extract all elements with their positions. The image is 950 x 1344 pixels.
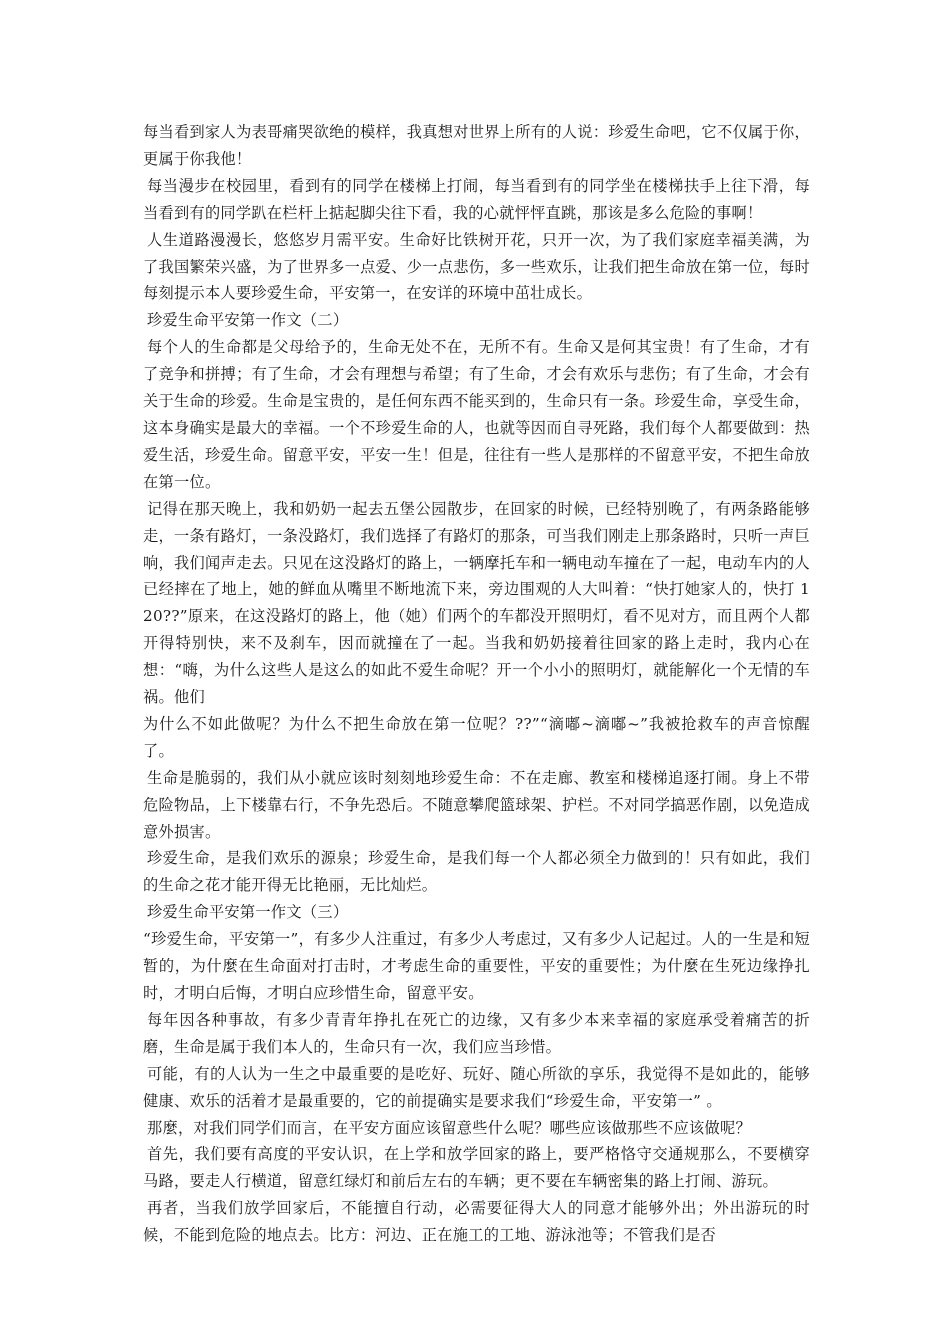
- paragraph: 那麼，对我们同学们而言，在平安方面应该留意些什么呢？哪些应该做那些不应该做呢？: [147, 1118, 752, 1137]
- paragraph: 记得在那天晚上，我和奶奶一起去五堡公园散步，在回家的时候，已经特别晚了，有两条路能够走，一条有路灯，一条没路灯，我们选择了有路灯的那条，可当我们刚走上那条路时，只听一声巨响，我们闻声走去。只见在这没路灯的路上，一辆摩托车和一辆电动车撞在了一起，电动车内的人已经摔在了地上，她的鲜血从嘴里不断地流下来，旁边围观的人大叫着：“快打她家人的，快打 120??”原来，在这没路灯的路上，他（她）们两个的车都没开照明灯，看不见对方，而且两个人都开得特别快，来不及刹车，因而就撞在了一起。当我和奶奶接着往回家的路上走时，我内心在想：“嗨，为什么这些人是这么的如此不爱生命呢？开一个小小的照明灯，就能解化一个无情的车祸。他们: [143, 499, 810, 707]
- paragraph: 生命是脆弱的，我们从小就应该时刻刻地珍爱生命：不在走廊、教室和楼梯追逐打闹。身上不带危险物品，上下楼靠右行，不争先恐后。不随意攀爬篮球架、护栏。不对同学搞恶作剧，以免造成意外损害。: [143, 768, 810, 841]
- paragraph: 每个人的生命都是父母给予的，生命无处不在，无所不有。生命又是何其宝贵！有了生命，才有了竞争和拼搏；有了生命，才会有理想与希望；有了生命，才会有欢乐与悲伤；有了生命，才会有关于生命的珍爱。生命是宝贵的，是任何东西不能买到的，生命只有一条。珍爱生命，享受生命，这本身确实是最大的幸福。一个不珍爱生命的人，也就等因而自寻死路，我们每个人都要做到：热爱生活，珍爱生命。留意平安，平安一生！但是，往往有一些人是那样的不留意平安，不把生命放在第一位。: [143, 338, 810, 491]
- paragraph: 为什么不如此做呢？为什么不把生命放在第一位呢？??”“滴嘟~滴嘟~”我被抢救车的声音惊醒了。: [143, 714, 810, 760]
- paragraph: 首先，我们要有高度的平安认识，在上学和放学回家的路上，要严格恪守交通规那么，不要横穿马路，要走人行横道，留意红绿灯和前后左右的车辆；更不要在车辆密集的路上打闹、游玩。: [143, 1145, 810, 1191]
- section-heading: 珍爱生命平安第一作文（三）: [147, 903, 349, 922]
- paragraph: 人生道路漫漫长，悠悠岁月需平安。生命好比铁树开花，只开一次，为了我们家庭幸福美满，为了我国繁荣兴盛，为了世界多一点爱、少一点悲伤，多一些欢乐，让我们把生命放在第一位，每时每刻提示本人要珍爱生命，平安第一，在安详的环境中茁壮成长。: [143, 230, 810, 303]
- paragraph: 每年因各种事故，有多少青青年挣扎在死亡的边缘，又有多少本来幸福的家庭承受着痛苦的折磨，生命是属于我们本人的，生命只有一次，我们应当珍惜。: [143, 1010, 810, 1056]
- document-body: [143, 119, 810, 1249]
- section-heading: 珍爱生命平安第一作文（二）: [147, 311, 349, 330]
- paragraph: “珍爱生命，平安第一”，有多少人注重过，有多少人考虑过，又有多少人记起过。人的一生是和短暂的，为什麼在生命面对打击时，才考虑生命的重要性，平安的重要性；为什麼在生死边缘挣扎时，才明白后悔，才明白应珍惜生命，留意平安。: [143, 930, 810, 1002]
- paragraph: 珍爱生命，是我们欢乐的源泉；珍爱生命，是我们每一个人都必须全力做到的！只有如此，我们的生命之花才能开得无比艳丽，无比灿烂。: [143, 849, 810, 895]
- paragraph: 每当漫步在校园里，看到有的同学在楼梯上打闹，每当看到有的同学坐在楼梯扶手上往下滑，每当看到有的同学趴在栏杆上掂起脚尖往下看，我的心就怦怦直跳，那该是多么危险的事啊！: [143, 176, 810, 222]
- paragraph: 每当看到家人为表哥痛哭欲绝的模样，我真想对世界上所有的人说：珍爱生命吧，它不仅属于你，更属于你我他！: [143, 123, 810, 168]
- paragraph: 再者，当我们放学回家后，不能擅自行动，必需要征得大人的同意才能够外出；外出游玩的时候，不能到危险的地点去。比方：河边、正在施工的工地、游泳池等；不管我们是否: [143, 1199, 810, 1245]
- paragraph: 可能，有的人认为一生之中最重要的是吃好、玩好、随心所欲的享乐，我觉得不是如此的，能够健康、欢乐的活着才是最重要的，它的前提确实是要求我们“珍爱生命，平安第一” 。: [143, 1064, 810, 1110]
